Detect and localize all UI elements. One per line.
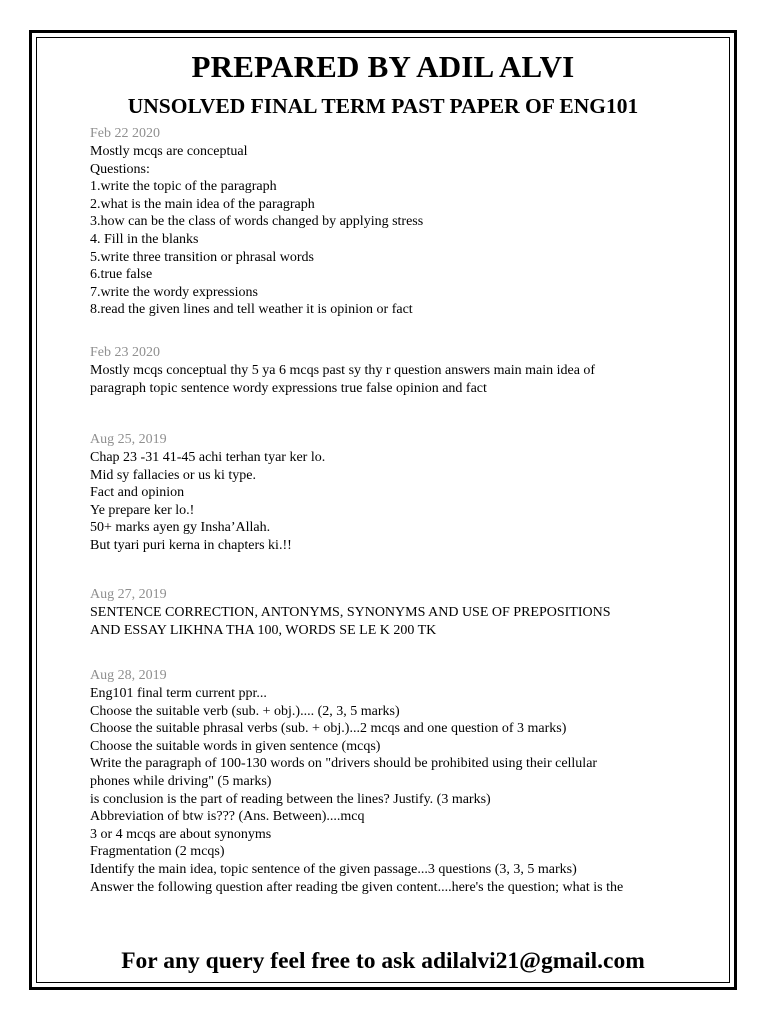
page-title: PREPARED BY ADIL ALVI (191, 49, 575, 84)
entry-line: 3 or 4 mcqs are about synonyms (90, 826, 272, 842)
entry-line: Ye prepare ker lo.! (90, 502, 195, 518)
entry-line: 50+ marks ayen gy Insha’Allah. (90, 520, 271, 536)
entry-line: Abbreviation of btw is??? (Ans. Between)....mcq (90, 809, 365, 825)
entry-line: Mostly mcqs conceptual thy 5 ya 6 mcqs past sy thy r question answers main main idea of (90, 363, 596, 378)
entry-line: Choose the suitable words in given sentence (mcqs) (90, 738, 381, 754)
entry-line: Eng101 final term current ppr... (90, 686, 267, 701)
entry-line: Choose the suitable phrasal verbs (sub. + obj.)...2 mcqs and one question of 3 marks) (90, 721, 567, 737)
entry-line: 6.true false (90, 267, 153, 283)
entry-date: Feb 22 2020 (90, 126, 160, 141)
entry-date: Aug 28, 2019 (90, 668, 167, 683)
entry-line: Mid sy fallacies or us ki type. (90, 467, 257, 483)
entry-line: Choose the suitable verb (sub. + obj.).... (2, 3, 5 marks) (90, 703, 400, 719)
entry-line: 5.write three transition or phrasal words (90, 249, 314, 265)
entry-line: 8.read the given lines and tell weather it is opinion or fact (90, 302, 413, 318)
entry-line: Fact and opinion (90, 485, 185, 501)
entry-date: Aug 27, 2019 (90, 587, 167, 602)
entry-line: 1.write the topic of the paragraph (90, 179, 277, 195)
paper-entry (90, 431, 690, 586)
contact-footer: For any query feel free to ask adilalvi21@gmail.com (121, 948, 645, 974)
entry-line: phones while driving" (5 marks) (90, 773, 272, 789)
paper-entry (90, 667, 690, 896)
paper-entry (90, 586, 690, 667)
entry-line: Fragmentation (2 mcqs) (90, 844, 225, 860)
paper-entry (90, 125, 690, 344)
entry-line: Chap 23 -31 41-45 achi terhan tyar ker lo. (90, 450, 326, 465)
entry-line: 4. Fill in the blanks (90, 231, 199, 247)
entry-line: paragraph topic sentence wordy expressions true false opinion and fact (90, 380, 487, 396)
entry-line: But tyari puri kerna in chapters ki.!! (90, 537, 292, 553)
entry-date: Aug 25, 2019 (90, 432, 167, 447)
paper-entries (90, 125, 690, 896)
entry-line: Questions: (90, 161, 150, 177)
entry-line: Write the paragraph of 100-130 words on "drivers should be prohibited using their cellular (90, 756, 598, 772)
entry-date: Feb 23 2020 (90, 345, 160, 360)
entry-line: AND ESSAY LIKHNA THA 100, WORDS SE LE K 200 TK (90, 622, 437, 638)
entry-line: Answer the following question after reading tbe given content....here's the question; what is the (90, 879, 624, 895)
entry-line: Mostly mcqs are conceptual (90, 144, 248, 159)
entry-line: Identify the main idea, topic sentence of the given passage...3 questions (3, 3, 5 marks) (90, 861, 577, 877)
entry-line: 7.write the wordy expressions (90, 284, 258, 300)
entry-line: SENTENCE CORRECTION, ANTONYMS, SYNONYMS AND USE OF PREPOSITIONS (90, 605, 611, 620)
paper-entry (90, 344, 690, 431)
entry-line: 3.how can be the class of words changed by applying stress (90, 214, 424, 230)
page-subtitle: UNSOLVED FINAL TERM PAST PAPER OF ENG101 (127, 94, 639, 118)
document-page (36, 37, 730, 983)
entry-line: 2.what is the main idea of the paragraph (90, 196, 315, 212)
entry-line: is conclusion is the part of reading between the lines? Justify. (3 marks) (90, 791, 491, 807)
